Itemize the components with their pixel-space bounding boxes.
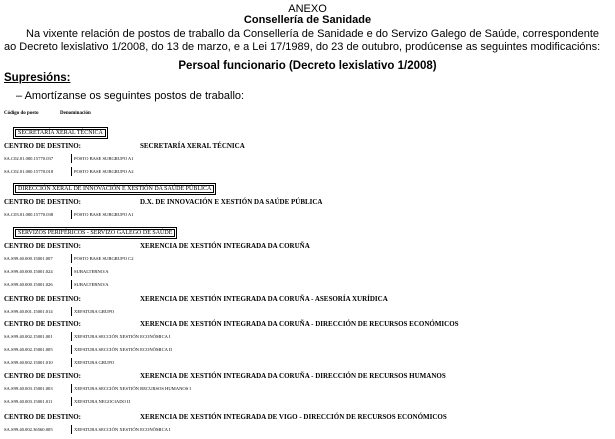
position-denomination: XEFATURA SECCIÓN XESTIÓN RECURSOS HUMANOS I: [74, 386, 191, 391]
centro-destino-name: XERENCIA DE XESTIÓN INTEGRADA DA CORUÑA - DIRECCIÓN DE RECURSOS ECONÓMICOS: [140, 320, 459, 328]
row-divider: [71, 267, 72, 276]
centro-destino-label: CENTRO DE DESTINO:: [4, 295, 82, 303]
position-code: SA.S99.40.003.15001.011: [4, 399, 53, 404]
position-denomination: POSTO BASE SUBGRUPO A2: [74, 169, 134, 174]
row-divider: [71, 280, 72, 289]
centro-destino-label: CENTRO DE DESTINO:: [4, 242, 82, 250]
position-code: SA.S99.40.000.15001.007: [4, 256, 53, 261]
row-divider: [71, 345, 72, 354]
row-divider: [71, 254, 72, 263]
staff-category-title: Persoal funcionario (Decreto lexislativo 1/2008): [178, 60, 437, 72]
centro-destino-label: CENTRO DE DESTINO:: [4, 320, 82, 328]
centro-destino-label: CENTRO DE DESTINO:: [4, 198, 82, 206]
intro-paragraph: Na vixente relación de postos de traballo da Consellería de Sanidade e do Servizo Galego de Saúde, correspondente ao Decreto lexislativo 1/2008, do 13 de marzo, e a Lei 17/1989, do 23 de outubro, prodúcense as seguintes modificacións:: [4, 28, 601, 53]
position-denomination: XEFATURA NEGOCIADO II: [74, 399, 131, 404]
row-divider: [71, 154, 72, 163]
position-denomination: XEFATURA GRUPO: [74, 309, 115, 314]
position-code: SA.C02.01.000.15770.037: [4, 156, 54, 161]
annex-heading: ANEXO: [288, 3, 327, 15]
section-box-title: SERVIZOS PERIFÉRICOS - SERVIZO GALEGO DE SAÚDE: [13, 227, 177, 239]
row-divider: [71, 425, 72, 434]
position-code: SA.S99.40.002.15001.005: [4, 347, 53, 352]
position-denomination: POSTO BASE SUBGRUPO C2: [74, 256, 134, 261]
department-title: Consellería de Sanidade: [243, 14, 372, 26]
centro-destino-name: XERENCIA DE XESTIÓN INTEGRADA DA CORUÑA - ASESORÍA XURÍDICA: [140, 295, 388, 303]
suppressions-heading: Supresións:: [4, 72, 71, 84]
centro-destino-label: CENTRO DE DESTINO:: [4, 142, 82, 150]
centro-destino-label: CENTRO DE DESTINO:: [4, 413, 82, 421]
position-code: SA.S99.40.000.15001.026: [4, 282, 53, 287]
row-divider: [71, 384, 72, 393]
position-code: SA.C03.01.000.15770.038: [4, 212, 54, 217]
row-divider: [71, 332, 72, 341]
centro-destino-name: XERENCIA DE XESTIÓN INTEGRADA DE VIGO - DIRECCIÓN DE RECURSOS ECONÓMICOS: [140, 413, 447, 421]
row-divider: [71, 307, 72, 316]
position-denomination: POSTO BASE SUBGRUPO A1: [74, 212, 134, 217]
column-header-denomination: Denominación: [60, 111, 91, 116]
position-code: SA.C02.01.000.15770.018: [4, 169, 54, 174]
position-code: SA.S99.40.000.15001.024: [4, 269, 53, 274]
amortization-intro: – Amortízanse os seguintes postos de traballo:: [16, 90, 245, 102]
position-denomination: POSTO BASE SUBGRUPO A1: [74, 156, 134, 161]
centro-destino-name: XERENCIA DE XESTIÓN INTEGRADA DA CORUÑA - DIRECCIÓN DE RECURSOS HUMANOS: [140, 372, 446, 380]
section-box-title: SECRETARÍA XERAL TÉCNICA: [13, 127, 108, 139]
section-box-title: DIRECCIÓN XERAL DE INNOVACIÓN E XESTIÓN DA SAÚDE PÚBLICA: [13, 183, 216, 195]
position-denomination: XEFATURA SECCIÓN XESTIÓN ECONÓMICA I: [74, 427, 171, 432]
position-denomination: SUBALTERNO/A: [74, 269, 109, 274]
row-divider: [71, 358, 72, 367]
position-code: SA.S99.40.002.15001.001: [4, 334, 53, 339]
row-divider: [71, 167, 72, 176]
position-code: SA.S99.40.003.15001.003: [4, 386, 53, 391]
position-code: SA.S99.40.002.15001.010: [4, 360, 53, 365]
column-header-code: Código do posto: [4, 111, 39, 116]
position-code: SA.S99.40.002.36560.005: [4, 427, 53, 432]
position-denomination: XEFATURA SECCIÓN XESTIÓN ECONÓMICA II: [74, 347, 172, 352]
row-divider: [71, 397, 72, 406]
centro-destino-name: XERENCIA DE XESTIÓN INTEGRADA DA CORUÑA: [140, 242, 310, 250]
position-code: SA.S99.40.001.15001.014: [4, 309, 53, 314]
centro-destino-name: D.X. DE INNOVACIÓN E XESTIÓN DA SAÚDE PÚBLICA: [140, 198, 323, 206]
position-denomination: XEFATURA SECCIÓN XESTIÓN ECONÓMICA I: [74, 334, 171, 339]
centro-destino-name: SECRETARÍA XERAL TÉCNICA: [140, 142, 245, 150]
position-denomination: XEFATURA GRUPO: [74, 360, 115, 365]
position-denomination: SUBALTERNO/A: [74, 282, 109, 287]
centro-destino-label: CENTRO DE DESTINO:: [4, 372, 82, 380]
row-divider: [71, 210, 72, 219]
